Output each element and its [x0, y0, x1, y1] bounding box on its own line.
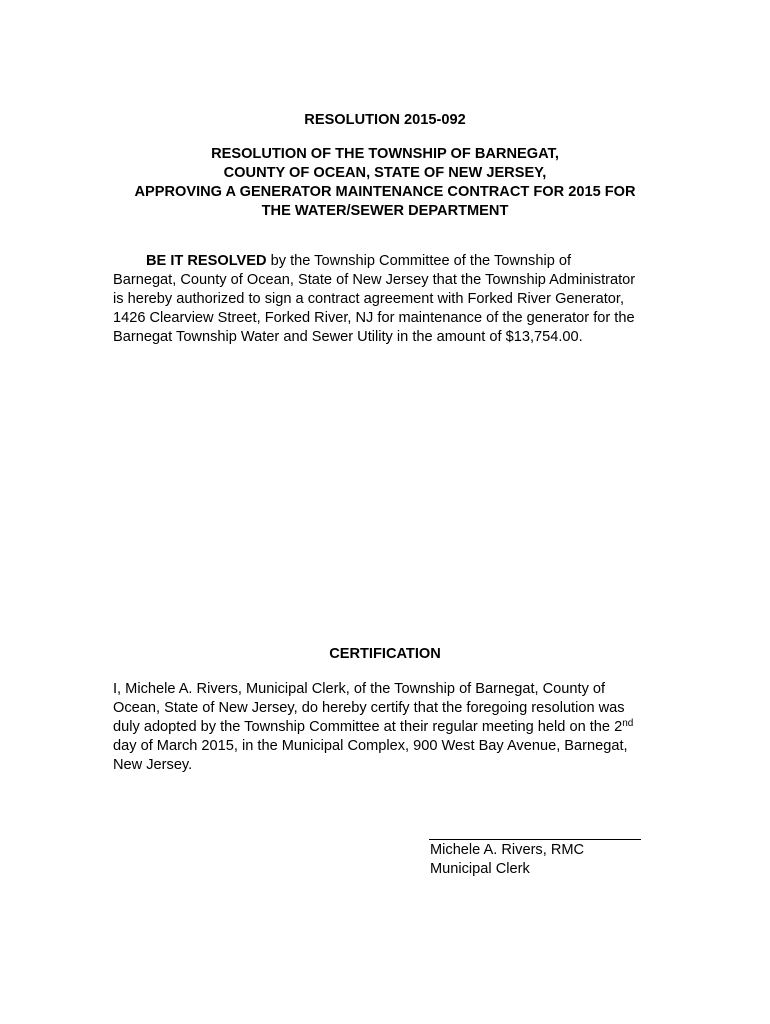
cert-line: day of March 2015, in the Municipal Complex, 900 West Bay Avenue, Barnegat,: [113, 738, 628, 754]
ordinal-suffix: nd: [622, 718, 634, 729]
title-line: APPROVING A GENERATOR MAINTENANCE CONTRACT FOR 2015 FOR: [134, 184, 636, 200]
signatory-name: Michele A. Rivers, RMC: [430, 842, 585, 858]
cert-line: I, Michele A. Rivers, Municipal Clerk, of the Township of Barnegat, County of: [113, 681, 606, 697]
certification-body: [113, 680, 673, 775]
cert-line: [113, 718, 673, 737]
resolution-body: [113, 252, 673, 347]
resolution-title: [100, 145, 670, 221]
body-line: Barnegat, County of Ocean, State of New Jersey that the Township Administrator: [113, 272, 636, 288]
title-line: RESOLUTION OF THE TOWNSHIP OF BARNEGAT,: [211, 146, 559, 162]
body-line: Barnegat Township Water and Sewer Utility in the amount of $13,754.00.: [113, 329, 583, 345]
certification-heading: CERTIFICATION: [329, 646, 441, 662]
signature-block: [430, 841, 584, 879]
title-line: COUNTY OF OCEAN, STATE OF NEW JERSEY,: [223, 165, 547, 181]
body-line: [113, 252, 673, 271]
cert-line: Ocean, State of New Jersey, do hereby certify that the foregoing resolution was: [113, 700, 625, 716]
cert-line: New Jersey.: [113, 757, 193, 773]
signatory-title: Municipal Clerk: [430, 861, 530, 877]
resolved-lead: BE IT RESOLVED: [146, 253, 267, 269]
cert-text: duly adopted by the Township Committee at their regular meeting held on the 2: [113, 719, 623, 735]
resolution-number: RESOLUTION 2015-092: [304, 112, 466, 128]
body-line: is hereby authorized to sign a contract agreement with Forked River Generator,: [113, 291, 625, 307]
signature-line: [429, 839, 641, 840]
body-line: 1426 Clearview Street, Forked River, NJ for maintenance of the generator for the: [113, 310, 635, 326]
title-line: THE WATER/SEWER DEPARTMENT: [261, 203, 509, 219]
body-text: by the Township Committee of the Township of: [266, 253, 572, 269]
